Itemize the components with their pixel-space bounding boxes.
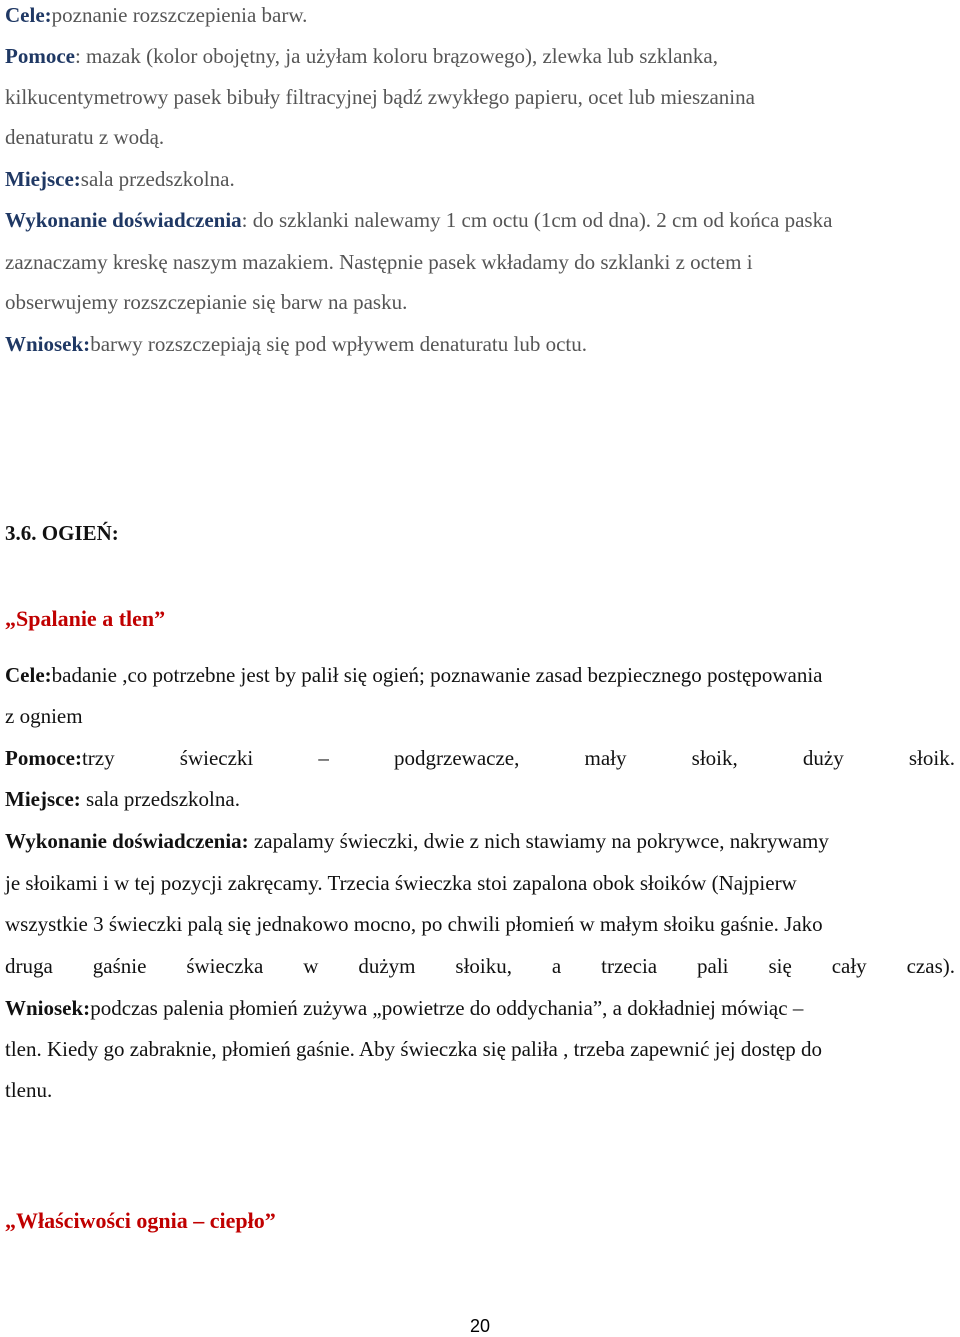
s1-wniosek-text: barwy rozszczepiają się pod wpływem denaturatu lub octu. — [90, 332, 588, 356]
wykonanie-word: w — [303, 954, 319, 978]
wykonanie-word: gaśnie — [92, 954, 147, 978]
s1-pomoce-line2: kilkucentymetrowy pasek bibuły filtracyjnej bądź zwykłego papieru, ocet lub mieszanina — [5, 85, 755, 109]
wykonanie-word: dużym — [358, 954, 416, 978]
s1-cele-line — [5, 2, 307, 28]
wykonanie-word: druga — [5, 954, 53, 978]
s2-cele-line2: z ogniem — [5, 704, 83, 728]
s1-pomoce-line1 — [5, 43, 718, 69]
s1-cele-text: poznanie rozszczepienia barw. — [51, 3, 308, 27]
s2-wykonanie-line3: wszystkie 3 świeczki palą się jednakowo mocno, po chwili płomień w małym słoiku gaśnie. Jako — [5, 912, 823, 936]
s1-wykonanie-line1 — [5, 207, 832, 233]
s2-wykonanie-line4 — [5, 953, 955, 979]
s2-miejsce-label: Miejsce: — [5, 787, 81, 811]
s1-pomoce-text-1: : mazak (kolor obojętny, ja użyłam koloru brązowego), zlewka lub szklanka, — [74, 44, 718, 68]
s2-cele-line1 — [5, 662, 823, 688]
pomoce-word: słoik, — [691, 746, 738, 770]
wykonanie-word: się — [768, 954, 792, 978]
page-number: 20 — [469, 1316, 491, 1336]
s1-cele-label: Cele: — [5, 3, 52, 27]
pomoce-word: duży — [802, 746, 844, 770]
s1-wniosek-line — [5, 331, 587, 357]
s2-pomoce-first — [5, 745, 115, 771]
s2-wniosek-line3: tlenu. — [5, 1078, 53, 1102]
pomoce-word: słoik. — [908, 746, 955, 770]
section-heading: 3.6. OGIEŃ: — [5, 521, 119, 545]
s1-wykonanie-line3: obserwujemy rozszczepianie się barw na pasku. — [5, 290, 408, 314]
wykonanie-word: słoiku, — [455, 954, 512, 978]
experiment-title: „Spalanie a tlen” — [5, 606, 166, 631]
s2-wniosek-line2: tlen. Kiedy go zabraknie, płomień gaśnie. Aby świeczka się paliła , trzeba zapewnić jej dostęp do — [5, 1037, 822, 1061]
s1-pomoce-label: Pomoce — [5, 44, 75, 68]
s1-pomoce-line3: denaturatu z wodą. — [5, 125, 165, 149]
wykonanie-word: a — [551, 954, 562, 978]
s2-wykonanie-text-1: zapalamy świeczki, dwie z nich stawiamy na pokrywce, nakrywamy — [248, 829, 829, 853]
wykonanie-word: trzecia — [601, 954, 658, 978]
s2-wniosek-text-1: podczas palenia płomień zużywa „powietrze do oddychania”, a dokładniej mówiąc – — [90, 996, 804, 1020]
s2-wniosek-label: Wniosek: — [5, 996, 91, 1020]
s2-cele-text-1: badanie ,co potrzebne jest by palił się ogień; poznawanie zasad bezpiecznego postępowania — [51, 663, 823, 687]
s2-pomoce-label: Pomoce: — [5, 746, 82, 770]
wykonanie-word: świeczka — [186, 954, 264, 978]
wykonanie-word: cały — [831, 954, 867, 978]
s2-wniosek-line1 — [5, 995, 803, 1021]
s1-wykonanie-line2: zaznaczamy kreskę naszym mazakiem. Następnie pasek wkładamy do szklanki z octem i — [5, 250, 753, 274]
pomoce-word: – — [318, 746, 329, 770]
wykonanie-word: czas). — [906, 954, 955, 978]
pomoce-word: podgrzewacze, — [394, 746, 520, 770]
pomoce-word: świeczki — [179, 746, 254, 770]
s2-wykonanie-line2: je słoikami i w tej pozycji zakręcamy. Trzecia świeczka stoi zapalona obok słoików (Najpierw — [5, 871, 797, 895]
wykonanie-word: pali — [697, 954, 729, 978]
s2-pomoce-line — [5, 745, 955, 771]
s2-miejsce-text: sala przedszkolna. — [80, 787, 240, 811]
s2-wykonanie-label: Wykonanie doświadczenia: — [5, 829, 249, 853]
s1-miejsce-line — [5, 166, 235, 192]
s1-wykonanie-label: Wykonanie doświadczenia — [5, 208, 242, 232]
s1-wykonanie-text-1: : do szklanki nalewamy 1 cm octu (1cm od dna). 2 cm od końca paska — [241, 208, 833, 232]
s2-miejsce-line — [5, 786, 240, 812]
pomoce-word: mały — [584, 746, 627, 770]
pomoce-word: trzy — [81, 746, 115, 770]
next-experiment-title: „Właściwości ognia – ciepło” — [5, 1208, 276, 1233]
s2-cele-label: Cele: — [5, 663, 52, 687]
s1-miejsce-label: Miejsce: — [5, 167, 81, 191]
s1-miejsce-text: sala przedszkolna. — [80, 167, 235, 191]
s1-wniosek-label: Wniosek: — [5, 332, 91, 356]
s2-wykonanie-line1 — [5, 828, 829, 854]
